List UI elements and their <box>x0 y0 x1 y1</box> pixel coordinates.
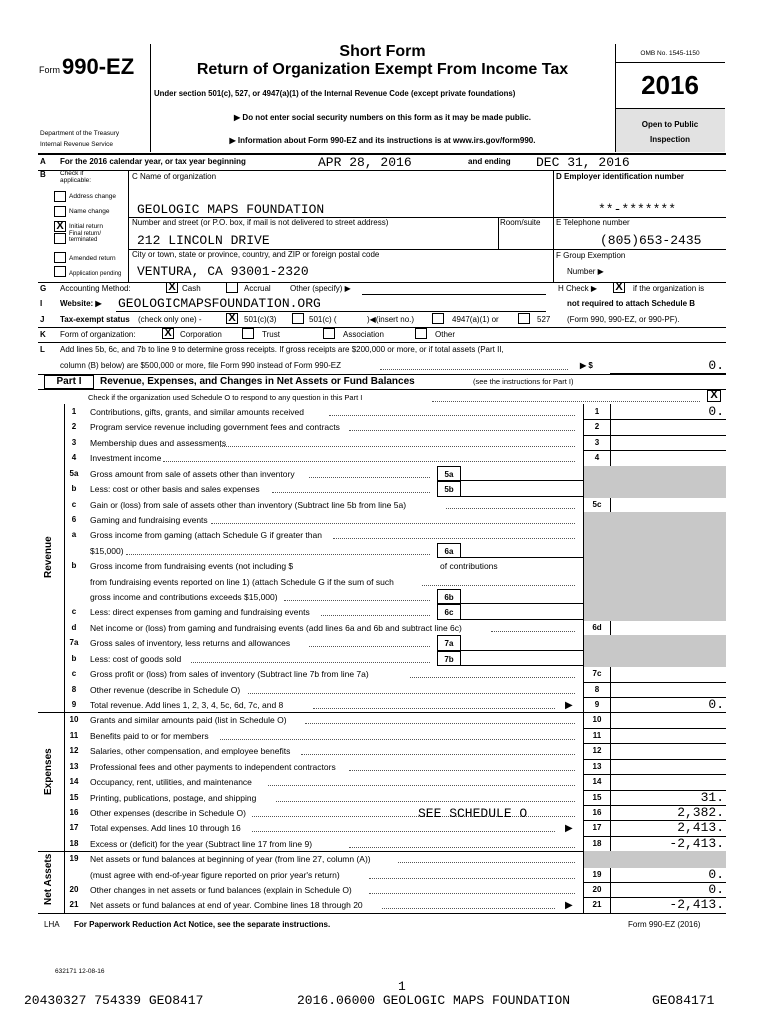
line-l-text1: Add lines 5b, 6c, and 7b to line 9 to determine gross receipts. If gross receipts are $200,000 or more, or if total assets (Part II, <box>60 345 504 354</box>
arrow-icon: ▶ <box>565 699 573 711</box>
org-name[interactable]: GEOLOGIC MAPS FOUNDATION <box>137 202 325 217</box>
line-box-number: 4 <box>594 453 600 463</box>
line-box-number: 9 <box>594 699 600 709</box>
city-label: City or town, state or province, country, and ZIP or foreign postal code <box>132 250 380 259</box>
amended-return-label: Amended return <box>69 255 116 262</box>
sub-line-box: 7b <box>437 651 461 666</box>
corporation-checkbox[interactable]: X <box>162 328 174 339</box>
h-check-label: H Check ▶ <box>558 284 598 293</box>
h-text2: not required to attach Schedule B <box>567 299 696 308</box>
line-box-number: 7c <box>592 669 602 679</box>
line-amount[interactable]: 2,413. <box>677 820 724 836</box>
line-label: Less: cost or other basis and sales expenses <box>90 484 260 495</box>
line-k-letter: K <box>40 330 46 339</box>
line-label: Other revenue (describe in Schedule O) <box>90 684 241 695</box>
line-label: Excess or (deficit) for the year (Subtract line 17 from line 9) <box>90 838 313 849</box>
address-change-label: Address change <box>69 193 116 200</box>
other-form-label: Other <box>435 330 456 339</box>
ein-value[interactable]: **-******* <box>598 202 677 217</box>
initial-return-checkbox[interactable]: X <box>54 221 66 232</box>
line-box-number: 8 <box>594 684 600 694</box>
footer-left-id: 20430327 754339 GEO8417 <box>24 993 204 1008</box>
check-applicable-label: Check if applicable: <box>60 170 92 184</box>
trust-label: Trust <box>262 330 280 339</box>
gross-receipts-value[interactable]: 0. <box>708 358 724 373</box>
initial-return-label: Initial return <box>69 223 103 230</box>
revenue-side-label: Revenue <box>43 536 54 578</box>
line-box-number: 10 <box>592 715 602 725</box>
part1-title: Revenue, Expenses, and Changes in Net Assets or Fund Balances <box>100 376 415 387</box>
line-label: from fundraising events reported on line 1) (attach Schedule G if the sum of such <box>90 576 394 587</box>
line-g-letter: G <box>40 284 47 293</box>
line-extra: of contributions <box>440 561 498 572</box>
title-line1: Short Form <box>339 43 426 60</box>
line-extra: SEE SCHEDULE O <box>418 805 528 821</box>
application-pending-label: Application pending <box>69 271 122 277</box>
other-method-label: Other (specify) ▶ <box>290 284 351 293</box>
h-text3: (Form 990, 990-EZ, or 990-PF). <box>567 315 680 324</box>
cash-label: Cash <box>182 284 201 293</box>
arrow-icon: ▶ <box>565 823 573 835</box>
line-amount[interactable]: 0. <box>708 866 724 882</box>
expenses-side-label: Expenses <box>43 748 54 795</box>
room-suite-label: Room/suite <box>500 218 541 227</box>
ssn-warning: ▶ Do not enter social security numbers on this form as it may be made public. <box>234 113 531 122</box>
omb-number: OMB No. 1545-1150 <box>640 50 700 57</box>
sub-line-box: 7a <box>437 635 461 650</box>
line-label: Gaming and fundraising events <box>90 514 208 525</box>
dept-line2: Internal Revenue Service <box>40 141 113 148</box>
line-number: c <box>71 669 77 679</box>
trust-checkbox[interactable] <box>242 328 254 339</box>
501c-label: 501(c) ( <box>309 315 337 324</box>
accounting-method-label: Accounting Method: <box>60 284 131 293</box>
inspection: Inspection <box>649 135 690 144</box>
line-amount[interactable]: 2,382. <box>677 804 724 820</box>
dept-line1: Department of the Treasury <box>40 130 120 137</box>
final-return-checkbox[interactable] <box>54 233 66 244</box>
ein-label: D Employer identification number <box>556 172 685 181</box>
line-label: Less: direct expenses from gaming and fundraising events <box>90 607 310 618</box>
sub-line-amount[interactable] <box>461 466 583 481</box>
net-assets-side-label: Net Assets <box>43 853 54 905</box>
line-number: 3 <box>71 437 77 447</box>
phone-label: E Telephone number <box>556 218 630 227</box>
line-label: Grants and similar amounts paid (list in Schedule O) <box>90 715 287 726</box>
sub-line-box: 5a <box>437 466 461 481</box>
line-box-number: 17 <box>592 823 602 833</box>
line-number: 20 <box>69 885 79 895</box>
line-number: 8 <box>71 684 77 694</box>
line-number: b <box>71 561 77 571</box>
line-box-number: 3 <box>594 437 600 447</box>
amended-return-checkbox[interactable] <box>54 252 66 263</box>
line-box-number: 12 <box>592 746 602 756</box>
org-form-label: Form of organization: <box>60 330 136 339</box>
arrow-icon: ▶ <box>565 900 573 912</box>
line-box-number: 2 <box>594 422 600 432</box>
paperwork-notice: For Paperwork Reduction Act Notice, see the separate instructions. <box>74 920 331 929</box>
line-number: 19 <box>69 854 79 864</box>
form-code: 632171 12-08-16 <box>55 968 105 975</box>
line-box-number: 15 <box>592 792 602 802</box>
other-form-checkbox[interactable] <box>415 328 427 339</box>
schedule-b-checkbox[interactable]: X <box>613 282 625 293</box>
line-number: b <box>71 653 77 663</box>
501c3-checkbox[interactable]: X <box>226 313 238 324</box>
tax-year: 2016 <box>641 70 699 100</box>
sub-line-box: 6c <box>437 604 461 619</box>
footer-center-id: 2016.06000 GEOLOGIC MAPS FOUNDATION <box>297 993 571 1008</box>
final-return-label: Final return/ terminated <box>69 231 102 243</box>
line-number: 17 <box>69 823 79 833</box>
line-label: Less: cost of goods sold <box>90 653 182 664</box>
line-l-arrow: ▶ $ <box>580 361 593 370</box>
part1-tag: Part I <box>44 375 94 389</box>
association-label: Association <box>343 330 384 339</box>
tax-exempt-hint: (check only one) - <box>138 315 202 324</box>
line-number: 18 <box>69 838 79 848</box>
subtitle: Under section 501(c), 527, or 4947(a)(1) of the Internal Revenue Code (except private foundations) <box>154 89 516 98</box>
accrual-checkbox[interactable] <box>226 282 238 293</box>
line-label: Printing, publications, postage, and shipping <box>90 792 257 803</box>
line-number: 7a <box>69 638 79 648</box>
line-label: Salaries, other compensation, and employee benefits <box>90 746 291 757</box>
cash-checkbox[interactable]: X <box>166 282 178 293</box>
527-checkbox[interactable] <box>518 313 530 324</box>
line-label: Total expenses. Add lines 10 through 16 <box>90 823 241 834</box>
line-number: 2 <box>71 422 77 432</box>
line-i-letter: I <box>40 299 43 308</box>
line-number: 4 <box>71 453 77 463</box>
sub-line-box: 6a <box>437 543 461 558</box>
line-number: 21 <box>69 900 79 910</box>
h-text1: if the organization is <box>633 284 705 293</box>
line-label: Benefits paid to or for members <box>90 730 209 741</box>
line-label: Professional fees and other payments to independent contractors <box>90 761 336 772</box>
line-number: c <box>71 607 77 617</box>
501c-checkbox[interactable] <box>292 313 304 324</box>
line-label: Net assets or fund balances at beginning of year (from line 27, column (A)) <box>90 854 371 865</box>
line-l-text2: column (B) below) are $500,000 or more, file Form 990 instead of Form 990-EZ <box>60 361 342 370</box>
group-exemption-label: F Group Exemption <box>556 251 626 260</box>
line-number: 14 <box>69 777 79 787</box>
and-ending: and ending <box>468 157 511 166</box>
corporation-label: Corporation <box>180 330 222 339</box>
form-prefix: Form <box>39 65 60 75</box>
line-amount[interactable]: 0. <box>708 404 724 419</box>
line-number: 1 <box>71 407 77 416</box>
sub-line-amount[interactable] <box>461 635 583 650</box>
line-label: $15,000) <box>90 545 124 556</box>
line-label: Gross profit or (loss) from sales of inventory (Subtract line 7b from line 7a) <box>90 669 369 680</box>
line-box-number: 5c <box>592 499 602 509</box>
line-number: a <box>71 530 77 540</box>
website-value[interactable]: GEOLOGICMAPSFOUNDATION.ORG <box>118 296 321 311</box>
4947-checkbox[interactable] <box>432 313 444 324</box>
line-number: c <box>71 499 77 509</box>
line-number: 11 <box>69 730 79 740</box>
sub-line-amount[interactable] <box>461 604 583 619</box>
line-box-number: 20 <box>592 885 602 895</box>
address-change-checkbox[interactable] <box>54 191 66 202</box>
line-number: 15 <box>69 792 79 802</box>
line-number: 9 <box>71 699 77 709</box>
line-label: Gross income from gaming (attach Schedule G if greater than <box>90 530 322 541</box>
tax-year-end[interactable]: DEC 31, 2016 <box>536 155 630 170</box>
line-label: Gross amount from sale of assets other than inventory <box>90 468 295 479</box>
line-label: Occupancy, rent, utilities, and maintenance <box>90 777 252 788</box>
schedule-o-checkbox[interactable]: X <box>707 390 721 402</box>
line-box-number: 18 <box>592 838 602 848</box>
527-label: 527 <box>537 315 551 324</box>
name-change-checkbox[interactable] <box>54 206 66 217</box>
tax-exempt-label: Tax-exempt status <box>60 315 130 324</box>
group-number-label: Number ▶ <box>567 267 604 276</box>
line-box-number: 1 <box>594 407 600 416</box>
accrual-label: Accrual <box>244 284 271 293</box>
line-j-letter: J <box>40 315 45 324</box>
line-label: Net assets or fund balances at end of year. Combine lines 18 through 20 <box>90 900 363 911</box>
line-label: Gain or (loss) from sale of assets other than inventory (Subtract line 5b from line 5a) <box>90 499 407 510</box>
line-label: Investment income <box>90 453 162 464</box>
footer-right-id: GEO84171 <box>652 993 715 1008</box>
line-amount[interactable]: -2,413. <box>669 897 724 913</box>
sub-line-amount[interactable] <box>461 481 583 496</box>
line-box-number: 6d <box>592 622 602 632</box>
501c3-label: 501(c)(3) <box>244 315 277 324</box>
website-label: Website: ▶ <box>60 299 102 308</box>
line-label: Other expenses (describe in Schedule O) <box>90 807 246 818</box>
4947-label: 4947(a)(1) or <box>452 315 499 324</box>
lha-label: LHA <box>44 920 60 929</box>
sub-line-box: 6b <box>437 589 461 604</box>
line-label: Net income or (loss) from gaming and fundraising events (add lines 6a and 6b and subtract line 6c) <box>90 622 462 633</box>
line-box-number: 13 <box>592 761 602 771</box>
line-box-number: 21 <box>592 900 602 910</box>
tax-year-begin[interactable]: APR 28, 2016 <box>318 155 412 170</box>
org-city[interactable]: VENTURA, CA 93001-2320 <box>137 264 309 279</box>
line-number: 6 <box>71 514 77 524</box>
association-checkbox[interactable] <box>323 328 335 339</box>
line-number: 16 <box>69 807 79 817</box>
tax-year-label: For the 2016 calendar year, or tax year beginning <box>60 157 246 166</box>
line-label: Other changes in net assets or fund balances (explain in Schedule O) <box>90 885 352 896</box>
line-label: Contributions, gifts, grants, and similar amounts received <box>90 407 305 417</box>
page-number: 1 <box>398 979 406 994</box>
open-public: Open to Public <box>641 120 699 129</box>
schedule-o-check-line: Check if the organization used Schedule O to respond to any question in this Part I <box>88 393 363 402</box>
line-number: d <box>71 622 77 632</box>
line-label: gross income and contributions exceeds $15,000) <box>90 592 278 603</box>
street-label: Number and street (or P.O. box, if mail is not delivered to street address) <box>132 218 389 227</box>
form-reference: Form 990-EZ (2016) <box>628 920 701 929</box>
line-label: Membership dues and assessments <box>90 437 227 448</box>
insert-no-label: )◀(insert no.) <box>367 315 415 324</box>
sub-line-box: 5b <box>437 481 461 496</box>
line-amount[interactable]: -2,413. <box>669 835 724 851</box>
line-label: Total revenue. Add lines 1, 2, 3, 4, 5c, 6d, 7c, and 8 <box>90 699 284 710</box>
name-change-label: Name change <box>69 208 110 215</box>
line-label: Gross income from fundraising events (not including $ <box>90 561 294 572</box>
org-name-label: C Name of organization <box>132 172 217 181</box>
line-box-number: 14 <box>592 777 602 787</box>
phone-value[interactable]: (805)653-2435 <box>600 233 702 248</box>
line-label: Gross sales of inventory, less returns and allowances <box>90 638 291 649</box>
line-number: b <box>71 484 77 494</box>
line-label: (must agree with end-of-year figure reported on prior year's return) <box>90 869 340 880</box>
form-number: 990-EZ <box>62 54 135 79</box>
sub-line-amount[interactable] <box>461 543 583 558</box>
org-street[interactable]: 212 LINCOLN DRIVE <box>137 233 270 248</box>
info-line: ▶ Information about Form 990-EZ and its instructions is at www.irs.gov/form990. <box>229 136 536 145</box>
line-l-letter: L <box>40 345 45 354</box>
title-line2: Return of Organization Exempt From Income Tax <box>196 61 569 78</box>
line-amount[interactable]: 31. <box>700 789 724 805</box>
line-label: Program service revenue including government fees and contracts <box>90 422 340 433</box>
sub-line-amount[interactable] <box>461 589 583 604</box>
line-number: 13 <box>69 761 79 771</box>
line-amount[interactable]: 0. <box>708 696 724 712</box>
line-amount[interactable]: 0. <box>708 882 724 898</box>
part1-title-note: (see the instructions for Part I) <box>473 377 574 386</box>
line-box-number: 16 <box>592 807 602 817</box>
line-number: 5a <box>69 468 79 478</box>
line-box-number: 19 <box>592 869 602 879</box>
sub-line-amount[interactable] <box>461 651 583 666</box>
line-number: 12 <box>69 746 79 756</box>
application-pending-checkbox[interactable] <box>54 266 66 277</box>
line-number: 10 <box>69 715 79 725</box>
line-box-number: 11 <box>592 730 602 740</box>
